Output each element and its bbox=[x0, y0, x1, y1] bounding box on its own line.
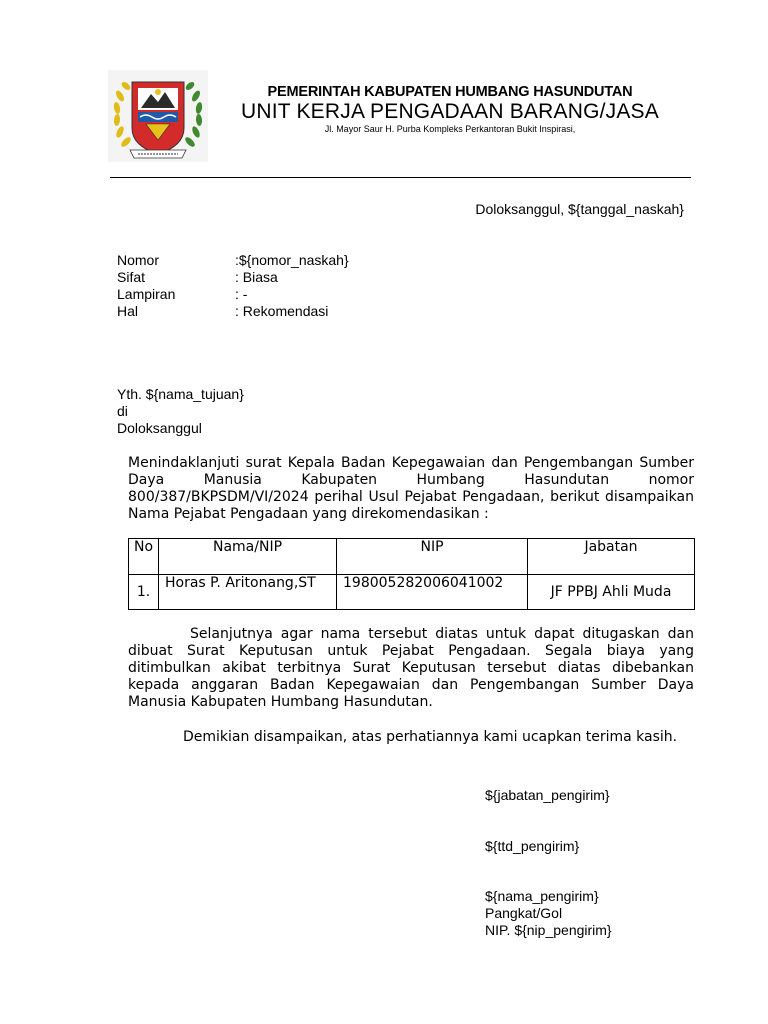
meta-row-nomor bbox=[117, 252, 349, 269]
sender-position: ${jabatan_pengirim} bbox=[485, 787, 610, 803]
meta-row-lampiran bbox=[117, 286, 349, 303]
cell-jabatan: JF PPBJ Ahli Muda bbox=[528, 575, 695, 610]
meta-row-sifat bbox=[117, 269, 349, 286]
letterhead-government: PEMERINTAH KABUPATEN HUMBANG HASUNDUTAN bbox=[267, 84, 633, 100]
paragraph-follow-up-text: Selanjutnya agar nama tersebut diatas untuk dapat ditugaskan dan dibuat Surat Keputusan untuk Pejabat Pengadaan. Segala biaya yang ditimbulkan akibat terbitnya Surat Keputusan tersebut diatas dibebankan kepada anggaran Badan Kepegawaian dan Pengembangan Sumber Daya Manusia Kabupaten Humbang Hasundutan. bbox=[128, 626, 694, 710]
recipient-block bbox=[117, 386, 244, 437]
letter-meta bbox=[117, 252, 349, 320]
paragraph-intro: Menindaklanjuti surat Kepala Badan Kepegawaian dan Pengembangan Sumber Daya Manusia Kabupaten Humbang Hasundutan nomor 800/387/BKPSDM/VI/2024 perihal Usul Pejabat Pengadaan, berikut disampaikan Nama Pejabat Pengadaan yang direkomendasikan : bbox=[128, 455, 694, 522]
paragraph-follow-up bbox=[128, 626, 694, 711]
letterhead-unit: UNIT KERJA PENGADAAN BARANG/JASA bbox=[241, 100, 659, 123]
place-date: Doloksanggul, ${tanggal_naskah} bbox=[475, 201, 684, 217]
cell-nip: 198005282006041002 bbox=[337, 575, 528, 610]
letterhead-divider bbox=[110, 177, 691, 178]
recommendation-table bbox=[128, 538, 695, 610]
meta-label: Nomor bbox=[117, 252, 160, 268]
meta-label: Hal bbox=[117, 303, 139, 319]
paragraph-closing bbox=[116, 729, 694, 746]
cell-nama: Horas P. Aritonang,ST bbox=[159, 575, 337, 610]
meta-value: : - bbox=[235, 286, 248, 302]
recipient-place: Doloksanggul bbox=[117, 420, 202, 436]
meta-value: : Biasa bbox=[235, 269, 278, 285]
meta-value: : Rekomendasi bbox=[235, 303, 329, 319]
column-header-nip: NIP bbox=[337, 539, 528, 575]
sender-rank: Pangkat/Gol bbox=[485, 905, 563, 921]
sender-nip: NIP. ${nip_pengirim} bbox=[485, 922, 612, 938]
recipient-name: Yth. ${nama_tujuan} bbox=[117, 386, 244, 402]
column-header-jabatan: Jabatan bbox=[528, 539, 695, 575]
column-header-no: No bbox=[129, 539, 159, 575]
letterhead-address: Jl. Mayor Saur H. Purba Kompleks Perkantoran Bukit Inspirasi, bbox=[324, 124, 576, 134]
meta-row-hal bbox=[117, 303, 349, 320]
table-header-row bbox=[129, 539, 695, 575]
sender-signature: ${ttd_pengirim} bbox=[485, 838, 580, 854]
meta-label: Lampiran bbox=[117, 286, 176, 302]
meta-label: Sifat bbox=[117, 269, 146, 285]
sender-identity bbox=[485, 888, 612, 939]
recipient-di: di bbox=[117, 403, 128, 419]
column-header-nama: Nama/NIP bbox=[159, 539, 337, 575]
meta-value: :${nomor_naskah} bbox=[235, 252, 349, 268]
kabupaten-emblem-icon bbox=[108, 70, 208, 162]
paragraph-closing-text: Demikian disampaikan, atas perhatiannya kami ucapkan terima kasih. bbox=[183, 729, 678, 745]
table-row bbox=[129, 575, 695, 610]
sender-name: ${nama_pengirim} bbox=[485, 888, 599, 904]
cell-no: 1. bbox=[129, 575, 159, 610]
